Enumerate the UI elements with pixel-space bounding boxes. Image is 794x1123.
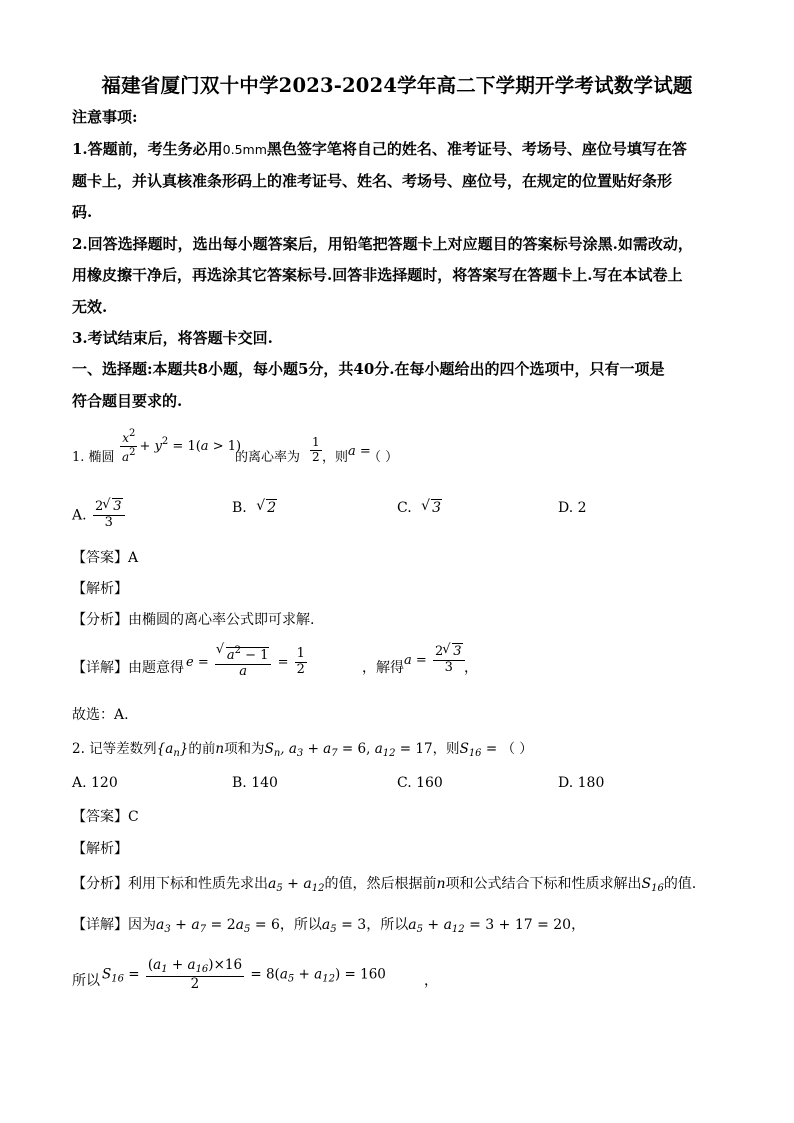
notice-item-2-line-3: 无效.: [72, 298, 108, 316]
q1-answer: 【答案】A: [72, 550, 139, 566]
ellipse-equation: $\frac{x^2}{a^2}$ + $y^2 = 1(a > 1)$: [122, 428, 242, 464]
q2-option-a: A. 120: [72, 775, 118, 791]
q2-option-c: C. 160: [397, 775, 443, 791]
q1-analysis-tag: 【解析】: [72, 581, 128, 597]
q1-option-c: C. √ 3: [397, 500, 442, 516]
notice-item-1-line-3: 码.: [72, 203, 93, 221]
notice-item-2-line-1: 2.回答选择题时，选出每小题答案后，用铅笔把答题卡上对应题目的答案标号涂黑.如需改动，: [72, 235, 693, 253]
question-1-stem: 1. 椭圆 $\frac{x^2}{a^2}$ + $y^2 = 1(a > 1)$ 的离心率为 $\frac{1}{2}$ ，则 a = （ ）: [72, 428, 399, 465]
q1-option-d: D. 2: [558, 500, 587, 516]
q2-analysis-tag: 【解析】: [72, 841, 128, 857]
q2-xiangjie: 【详解】因为$a_3 + a_7 = 2a_5 = 6$，所以$a_5 = 3$，所以$a_5 + a_{12} = 3 + 17 = 20$，: [72, 917, 586, 935]
q2-answer: 【答案】C: [72, 809, 139, 825]
question-2-stem: 2. 记等差数列$\{a_n\}$的前n项和为$S_n$, $a_3 + a_7 = 6$, $a_{12} = 17$，则$S_{16}$ = （ ）: [72, 741, 533, 759]
notice-item-1-line-1: 1.答题前，考生务必用0.5mm黑色签字笔将自己的姓名、准考证号、考场号、座位号填写在答: [72, 140, 687, 158]
q1-option-b: B. √ 2: [232, 500, 277, 516]
q1-conclusion: 故选：A.: [72, 707, 129, 723]
page-title: 福建省厦门双十中学2023-2024学年高二下学期开学考试数学试题: [101, 74, 693, 97]
q2-sum: 所以 $S_{16}$ = $\frac{(a_1 + a_{16})\times 16}{2}$ = $8(a_5 + a_{12}) = 160$ ，: [72, 957, 438, 992]
q1-option-a: A. $\frac{2√ 3}{3}$: [72, 500, 127, 531]
q2-option-d: D. 180: [558, 775, 605, 791]
pen-size: 0.5mm: [222, 142, 267, 157]
notice-item-3: 3.考试结束后，将答题卡交回.: [72, 329, 273, 347]
q2-option-b: B. 140: [232, 775, 278, 791]
q1-xiangjie: 【详解】 由题意得 e = √ $\frac{a^2 - 1}{a}$ = $\frac{1}{2}$ ，解得 a = $\frac{2√ 3}{3}$ ，: [72, 645, 732, 689]
q2-fenxi: 【分析】利用下标和性质先求出$a_5 + a_{12}$的值，然后根据前n项和公式结合下标和性质求解出$S_{16}$的值.: [72, 876, 697, 894]
notice-heading: 注意事项:: [72, 108, 138, 126]
q1-fenxi: 【分析】由椭圆的离心率公式即可求解.: [72, 612, 315, 628]
notice-item-1-line-2: 题卡上，并认真核准条形码上的准考证号、姓名、考场号、座位号，在规定的位置贴好条形: [72, 172, 673, 190]
section-1-heading-line-1: 一、选择题:本题共8小题，每小题5分，共40分.在每小题给出的四个选项中，只有一项是: [72, 360, 665, 378]
section-1-heading-line-2: 符合题目要求的.: [72, 392, 183, 410]
notice-item-2-line-2: 用橡皮擦干净后，再选涂其它答案标号.回答非选择题时，将答案写在答题卡上.写在本试卷上: [72, 266, 683, 284]
